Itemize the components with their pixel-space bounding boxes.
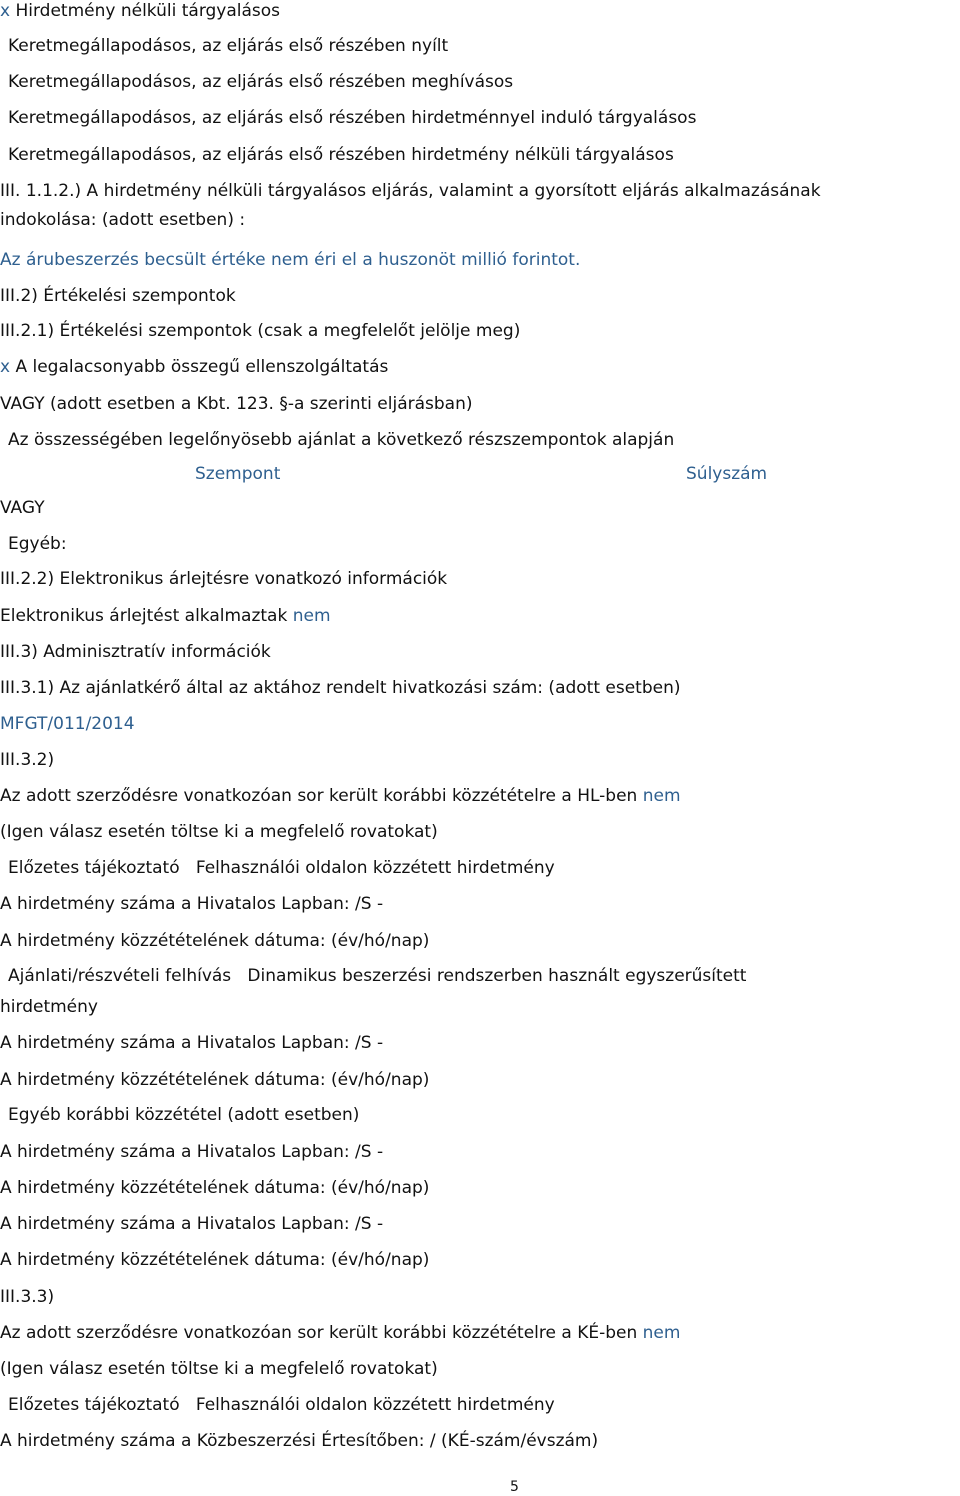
- text-line: VAGY: [0, 498, 45, 518]
- text-line: A hirdetmény száma a Hivatalos Lapban: /S -: [0, 1142, 384, 1162]
- option-best-value: Az összességében legelőnyösebb ajánlat a következő részszempontok alapján: [8, 430, 675, 450]
- field-label: Elektronikus árlejtést alkalmaztak: [0, 606, 288, 626]
- text-line: [0, 1322, 680, 1344]
- text-line: A hirdetmény közzétételének dátuma: (év/hó/nap): [0, 1070, 430, 1090]
- option-line: Egyéb korábbi közzététel (adott esetben): [8, 1105, 360, 1125]
- section-heading: III.3) Adminisztratív információk: [0, 642, 271, 662]
- option-label: Felhasználói oldalon közzétett hirdetmény: [195, 1395, 555, 1415]
- option-label: Dinamikus beszerzési rendszerben használt egyszerűsített: [247, 966, 747, 986]
- column-header-weight: Súlyszám: [686, 464, 768, 484]
- section-heading-cont: indokolása: (adott esetben) :: [0, 210, 246, 230]
- field-label: Az adott szerződésre vonatkozóan sor került korábbi közzétételre a HL-ben: [0, 786, 638, 806]
- column-header-criterion: Szempont: [195, 464, 281, 484]
- text-line: A hirdetmény közzétételének dátuma: (év/hó/nap): [0, 931, 430, 951]
- checked-mark: x: [0, 357, 11, 377]
- section-heading: III.2) Értékelési szempontok: [0, 286, 236, 306]
- text-line: VAGY (adott esetben a Kbt. 123. §-a szerinti eljárásban): [0, 394, 473, 414]
- option-keret-hirdetmenyes: Keretmegállapodásos, az eljárás első részében hirdetménnyel induló tárgyalásos: [8, 108, 697, 128]
- option-label: Előzetes tájékoztató: [8, 858, 180, 878]
- text-line: A hirdetmény közzétételének dátuma: (év/hó/nap): [0, 1178, 430, 1198]
- text-line: [0, 605, 331, 627]
- checked-mark: x: [0, 1, 11, 21]
- text-line: (Igen válasz esetén töltse ki a megfelelő rovatokat): [0, 822, 438, 842]
- option-line: [8, 965, 746, 987]
- reference-number: MFGT/011/2014: [0, 714, 135, 734]
- text-line: (Igen válasz esetén töltse ki a megfelelő rovatokat): [0, 1359, 438, 1379]
- section-heading: III.2.1) Értékelési szempontok (csak a megfelelőt jelölje meg): [0, 321, 521, 341]
- option-keret-hirdetmeny-nelkuli: Keretmegállapodásos, az eljárás első részében hirdetmény nélküli tárgyalásos: [8, 145, 674, 165]
- field-label: Az adott szerződésre vonatkozóan sor került korábbi közzétételre a KÉ-ben: [0, 1323, 638, 1343]
- field-value: nem: [642, 1323, 681, 1343]
- page-number: 5: [510, 1479, 519, 1495]
- option-label: Előzetes tájékoztató: [8, 1395, 180, 1415]
- text-line: A hirdetmény száma a Közbeszerzési Értesítőben: / (KÉ-szám/évszám): [0, 1431, 599, 1451]
- section-heading: III. 1.1.2.) A hirdetmény nélküli tárgyalásos eljárás, valamint a gyorsított eljárás alkalmazásának: [0, 181, 821, 201]
- option-label: Hirdetmény nélküli tárgyalásos: [15, 1, 281, 21]
- field-value: nem: [292, 606, 331, 626]
- option-keret-meghivasos: Keretmegállapodásos, az eljárás első részében meghívásos: [8, 72, 514, 92]
- text-line: [0, 785, 681, 807]
- text-line: A hirdetmény közzétételének dátuma: (év/hó/nap): [0, 1250, 430, 1270]
- text-line: A hirdetmény száma a Hivatalos Lapban: /S -: [0, 1214, 384, 1234]
- option-other: Egyéb:: [8, 534, 67, 554]
- option-line: [8, 1394, 555, 1416]
- section-heading: III.3.1) Az ajánlatkérő által az aktához rendelt hivatkozási szám: (adott esetben): [0, 678, 681, 698]
- section-heading: III.2.2) Elektronikus árlejtésre vonatkozó információk: [0, 569, 448, 589]
- option-keret-nyilt: Keretmegállapodásos, az eljárás első részében nyílt: [8, 36, 449, 56]
- text-line: hirdetmény: [0, 997, 98, 1017]
- option-label: A legalacsonyabb összegű ellenszolgáltatás: [15, 357, 389, 377]
- option-label: Felhasználói oldalon közzétett hirdetmény: [195, 858, 555, 878]
- option-hirdetmeny-nelkuli: [0, 0, 280, 22]
- text-line: A hirdetmény száma a Hivatalos Lapban: /S -: [0, 1033, 384, 1053]
- option-lowest-price: [0, 356, 388, 378]
- field-value: nem: [642, 786, 681, 806]
- text-line: A hirdetmény száma a Hivatalos Lapban: /S -: [0, 894, 384, 914]
- option-line: [8, 857, 555, 879]
- section-heading: III.3.2): [0, 750, 55, 770]
- justification-text: Az árubeszerzés becsült értéke nem éri el a huszonöt millió forintot.: [0, 250, 581, 270]
- option-label: Ajánlati/részvételi felhívás: [8, 966, 232, 986]
- section-heading: III.3.3): [0, 1287, 55, 1307]
